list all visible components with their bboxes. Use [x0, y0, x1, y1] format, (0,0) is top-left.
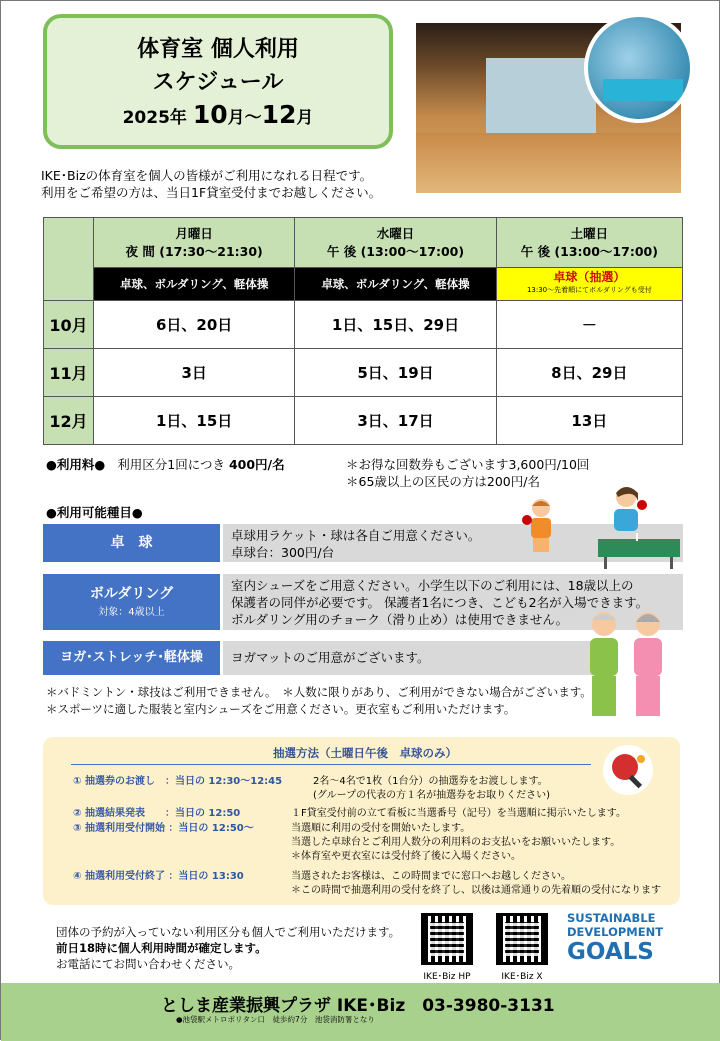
- qr-code-x[interactable]: [496, 913, 548, 965]
- type-label: ボルダリング 対象：4歳以上: [43, 574, 220, 630]
- lottery-step-text: １F貸室受付前の立て看板に当選番号（記号）を当選順に掲示いたします。: [291, 808, 626, 819]
- sdg-logo: SUSTAINABLE DEVELOPMENT GOALS: [567, 911, 664, 965]
- qr-label-hp: IKE･Biz HP: [423, 972, 471, 982]
- lottery-step: ① 抽選券のお渡し ：当日の 12:30～12:45: [73, 776, 283, 787]
- title-line2: スケジュール: [152, 70, 284, 95]
- qr-code-hp[interactable]: [421, 913, 473, 965]
- bouldering-photo: [584, 13, 694, 123]
- notes: ＊バドミントン・球技はご利用できません。 ＊人数に限りがあり、ご利用ができない場合がございます。 ＊スポーツに適した服装と室内シューズをご用意ください。更衣室もご利用いただけます。: [46, 685, 592, 716]
- lottery-step-text: 2名～4名で1枚（1台分）の抽選券をお渡しします。 (グループの代表の方１名が抽選券をお取りください): [313, 776, 551, 801]
- footer-contact: としま産業振興プラザ IKE･Biz 03-3980-3131: [161, 996, 555, 1016]
- title-line1: 体育室 個人利用: [137, 37, 299, 62]
- table-corner: [44, 218, 94, 301]
- lottery-step: ② 抽選結果発表 ：当日の 12:50: [73, 808, 241, 819]
- pingpong-player-illustration: [596, 479, 681, 569]
- type-desc: 室内シューズをご用意ください。小学生以下のご利用には、18歳以上の 保護者の同伴が必要です。 保護者1名につき、こども2名が入場できます。 ボルダリング用のチョーク（滑り止め）は使用できません。: [223, 574, 683, 630]
- lottery-step-text: 当選されたお客様は、この時間までに窓口へお越しください。 ＊この時間で抽選利用の受付を終了し、以後は通常通りの先着順の受付になります: [291, 871, 661, 896]
- schedule-table: [43, 217, 683, 445]
- title-period: 2025年 10月～12月: [122, 100, 314, 129]
- lottery-title: 抽選方法（土曜日午後 卓球のみ）: [273, 746, 457, 760]
- title-box: [43, 14, 393, 149]
- kid-illustration: [521, 496, 561, 566]
- divider: [71, 764, 591, 765]
- types-heading: ●利用可能種目●: [46, 505, 143, 520]
- col-header-saturday: 土曜日 午 後 (13:00～17:00): [496, 218, 682, 268]
- footer-address: ●池袋駅メトロポリタン口 徒歩約7分 池袋消防署となり: [176, 1015, 375, 1024]
- type-label: 卓 球: [43, 524, 220, 562]
- activity-monday: 卓球、ボルダリング、軽体操: [94, 268, 295, 301]
- type-label: ヨガ･ストレッチ･軽体操: [43, 641, 220, 675]
- lottery-box: [43, 737, 680, 905]
- activity-saturday: 卓球（抽選） 13:30～先着順にてボルダリングも受付: [496, 268, 682, 301]
- intro-text: IKE･Bizの体育室を個人の皆様がご利用になれる日程です。 利用をご希望の方は、当日1F貸室受付までお越しください。: [41, 168, 382, 200]
- footer: [1, 983, 720, 1041]
- lottery-step: ④ 抽選利用受付終了 ：当日の 13:30: [73, 871, 244, 882]
- lottery-step: ③ 抽選利用受付開始 ：当日の 12:50～: [73, 823, 254, 834]
- type-row-tabletennis: [43, 524, 683, 564]
- lottery-step-text: 当選順に利用の受付を開始いたします。 当選した卓球台とご利用人数分の利用料のお支払いをお願いいたします。 ＊体育室や更衣室には受付終了後に入場ください。: [291, 823, 621, 862]
- table-row: 11月 3日 5日、19日 8日、29日: [44, 349, 683, 397]
- table-row: 12月 1日、15日 3日、17日 13日: [44, 397, 683, 445]
- fee-notes: ＊お得な回数券もございます3,600円/10回 ＊65歳以上の区民の方は200円/名: [346, 457, 590, 489]
- col-header-wednesday: 水曜日 午 後 (13:00～17:00): [295, 218, 496, 268]
- table-row: 10月 6日、20日 1日、15日、29日 －: [44, 301, 683, 349]
- pingpong-icon: [603, 745, 653, 795]
- qr-label-x: IKE･Biz X: [501, 972, 543, 982]
- bottom-info: 団体の予約が入っていない利用区分も個人でご利用いただけます。 前日18時に個人利用時間が確定します。 お電話にてお問い合わせください。: [56, 925, 401, 971]
- type-desc: 卓球用ラケット・球は各自ご用意ください。 卓球台：300円/台: [223, 524, 683, 562]
- type-desc: ヨガマットのご用意がございます。: [223, 641, 613, 675]
- fee-section: ●利用料● 利用区分1回につき 400円/名 ＊お得な回数券もございます3,600円/10回 ＊65歳以上の区民の方は200円/名: [46, 456, 285, 473]
- activity-wednesday: 卓球、ボルダリング、軽体操: [295, 268, 496, 301]
- col-header-monday: 月曜日 夜 間 (17:30～21:30): [94, 218, 295, 268]
